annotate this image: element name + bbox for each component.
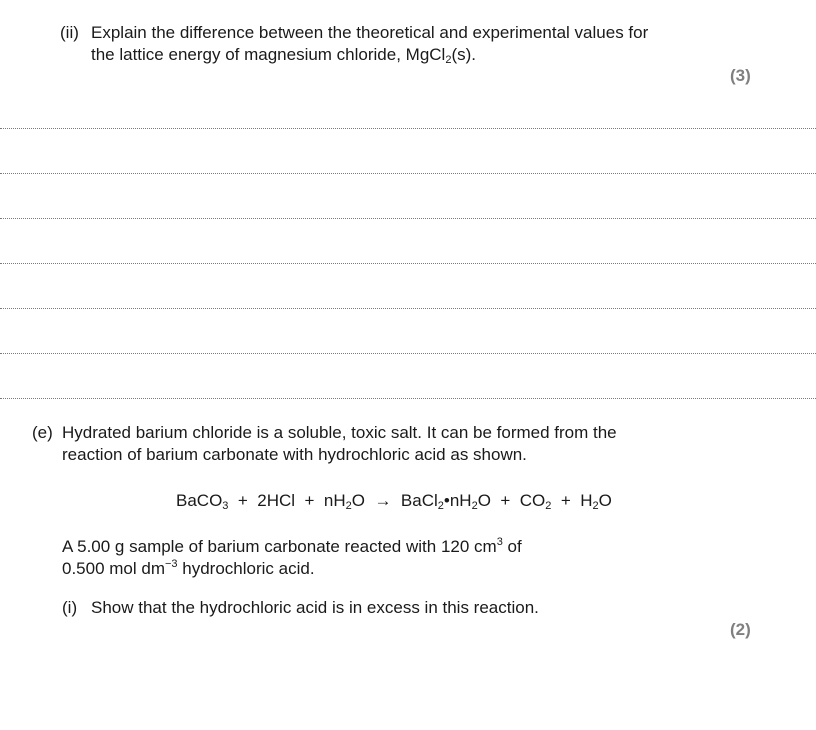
sample-info-line-1: A 5.00 g sample of barium carbonate reacted with 120 $cm^3$ of (62, 536, 522, 556)
reaction-arrow-icon: → (374, 491, 392, 510)
answer-line[interactable] (0, 308, 816, 309)
question-ii-number: (ii) (60, 23, 79, 42)
chemical-equation: BaCO$_3$ + $2HCl + nH_2O$ → $BaCl_2•nH_2O + CO_2 + H_2O$ (176, 491, 612, 512)
answer-line[interactable] (0, 218, 816, 219)
marks-indicator-ii: (3) (730, 66, 751, 85)
question-ii-line-2: the lattice energy of magnesium chloride, MgCl$_2$(s). (91, 45, 477, 66)
question-i-text: Show that the hydrochloric acid is in excess in this reaction. (91, 598, 539, 617)
marks-indicator-i: (2) (730, 620, 751, 639)
question-i-number: (i) (62, 598, 78, 617)
sample-info-line-2: 0.500 mol $dm^{-3}$ hydrochloric acid. (62, 558, 315, 578)
answer-line[interactable] (0, 263, 816, 264)
answer-line[interactable] (0, 173, 816, 174)
answer-line[interactable] (0, 398, 816, 399)
question-ii-line-1: Explain the difference between the theoretical and experimental values for (91, 23, 649, 42)
question-e-line-2: reaction of barium carbonate with hydrochloric acid as shown. (62, 445, 527, 464)
answer-line[interactable] (0, 128, 816, 129)
question-e-line-1: Hydrated barium chloride is a soluble, toxic salt. It can be formed from the (62, 423, 617, 442)
answer-line[interactable] (0, 353, 816, 354)
question-e-letter: (e) (32, 423, 53, 442)
